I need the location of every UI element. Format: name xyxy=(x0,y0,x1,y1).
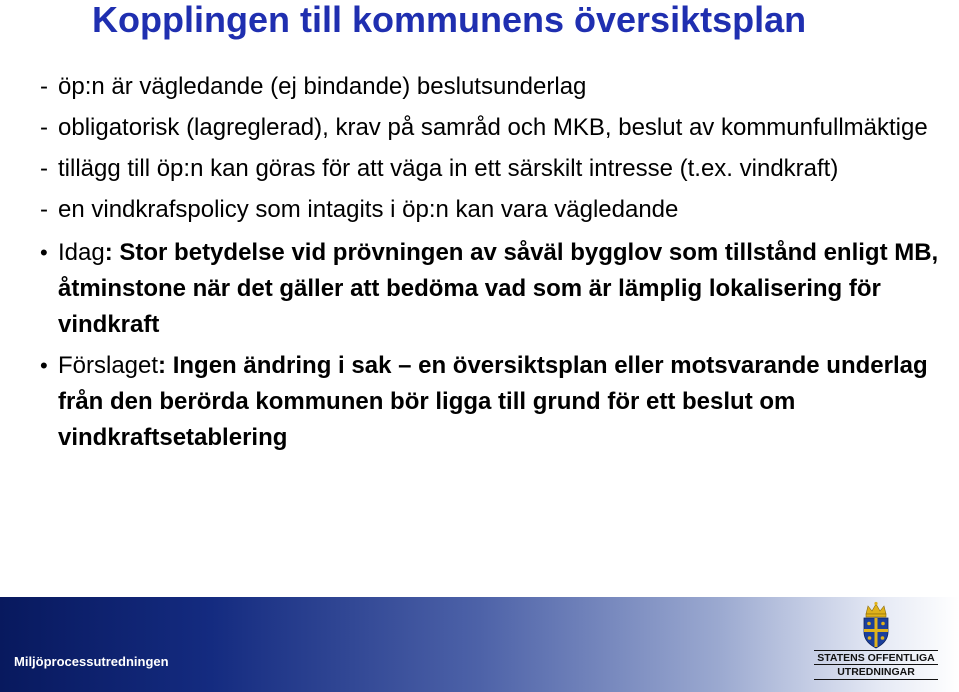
item-text: tillägg till öp:n kan göras för att väga in ett särskilt intresse (t.ex. vindkraft) xyxy=(58,155,839,182)
list-item xyxy=(40,192,940,228)
item-text: Stor betydelse vid prövningen av såväl bygglov som tillstånd enligt MB, åtminstone när det gäller att bedöma vad som är lämplig lokalisering för vindkraft xyxy=(58,239,939,338)
logo-text-line1: STATENS OFFENTLIGA xyxy=(817,652,935,664)
item-lead: Idag xyxy=(58,239,105,266)
dash-marker: - xyxy=(40,155,48,182)
item-lead: Förslaget xyxy=(58,352,159,379)
dash-marker: - xyxy=(40,114,48,141)
footer-organization: Miljöprocessutredningen xyxy=(14,654,169,669)
logo-rule-middle xyxy=(814,664,938,665)
item-text: öp:n är vägledande (ej bindande) beslutsunderlag xyxy=(58,73,587,100)
list-item xyxy=(40,69,940,105)
dash-marker: - xyxy=(40,73,48,100)
logo-rule-bottom xyxy=(814,679,938,680)
list-item xyxy=(40,110,940,146)
bullet-item-idag xyxy=(40,235,940,343)
item-colon: : xyxy=(158,352,167,379)
dash-marker: - xyxy=(40,196,48,223)
slide-content xyxy=(40,69,940,456)
sou-logo xyxy=(806,600,946,688)
bullet-marker: • xyxy=(40,240,48,265)
slide-title: Kopplingen till kommunens översiktsplan xyxy=(92,0,807,40)
logo-rule-top xyxy=(814,650,938,651)
item-text: en vindkrafspolicy som intagits i öp:n kan vara vägledande xyxy=(58,196,679,223)
item-text: Ingen ändring i sak – en översiktsplan eller motsvarande underlag från den berörda kommunen bör ligga till grund för ett beslut om vindkraftsetablering xyxy=(58,352,928,451)
logo-text-line2: UTREDNINGAR xyxy=(837,666,915,678)
bullet-marker: • xyxy=(40,353,48,378)
bullet-item-forslaget xyxy=(40,348,940,456)
item-text: obligatorisk (lagreglerad), krav på samråd och MKB, beslut av kommunfullmäktige xyxy=(58,114,928,141)
list-item xyxy=(40,151,940,187)
item-colon: : xyxy=(104,239,113,266)
crown-shield-icon xyxy=(854,600,898,650)
